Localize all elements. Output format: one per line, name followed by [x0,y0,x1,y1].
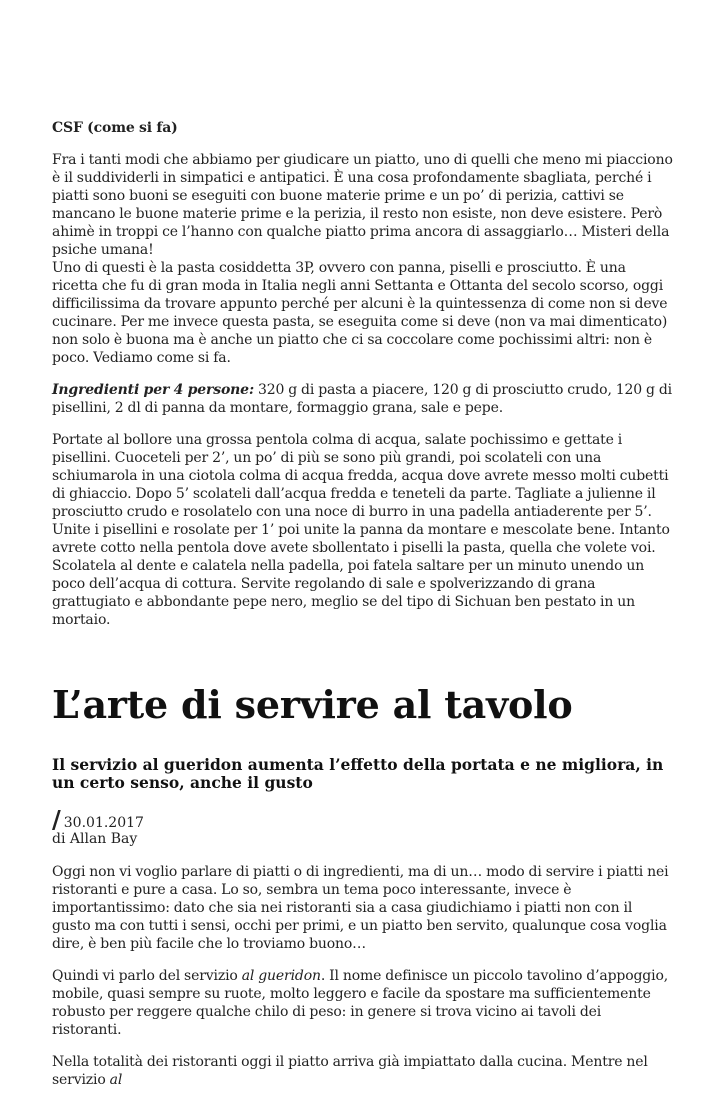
intro-paragraph: Fra i tanti modi che abbiamo per giudicare un piatto, uno di quelli che meno mi piacciono è il suddividerli in simpatici e antipatici. È una cosa profondamente sbagliata, perché i piatti sono buoni se eseguiti con buone materie prime e un po’ di perizia, cattivi se mancano le buone materie prime e la perizia, il resto non esiste, non deve esistere. Però ahimè in troppi ce l’hanno con qualche piatto prima ancora di assaggiarlo… Misteri della psiche umana! [52,152,673,258]
article-subtitle: Il servizio al gueridon aumenta l’effetto della portata e ne migliora, in un certo senso, anche il gusto [52,755,664,792]
article-title: L’arte di servire al tavolo [52,682,573,727]
article-date: 30.01.2017 [63,815,144,831]
article-paragraph-2-text-b: . Il nome definisce un piccolo tavolino d’appoggio, mobile, quasi sempre su ruote, molto leggero e facile da spostare ma sufficientemente robusto per reggere qualche chilo di peso: in genere si trova vicino ai tavoli dei ristoranti. [52,968,669,1038]
gueridon-term: al gueridon [241,968,321,984]
document-page [52,119,674,1103]
article-author: di Allan Bay [52,831,138,847]
ingredients-text: 320 g di pasta a piacere, 120 g di prosciutto crudo, 120 g di pisellini, 2 dl di panna da montare, formaggio grana, sale e pepe. [52,382,672,416]
article-paragraph-2 [52,967,674,1039]
procedure-paragraph: Portate al bollore una grossa pentola colma di acqua, salate pochissimo e gettate i pisellini. Cuoceteli per 2’, un po’ di più se sono più grandi, poi scolateli con una schiumarola in una ciotola colma di acqua fredda, acqua dove avrete messo molti cubetti di ghiaccio. Dopo 5’ scolateli dall’acqua fredda e teneteli da parte. Tagliate a julienne il prosciutto crudo e rosolatelo con una noce di burro in una padella antiaderente per 5’. Unite i pisellini e rosolate per 1’ poi unite la panna da montare e mescolate bene. Intanto avrete cotto nella pentola dove avete sbollentato i piselli la pasta, quella che volete voi. Scolatela al dente e calatela nella padella, poi fatela saltare per un minuto unendo un poco dell’acqua di cottura. Servite regolando di sale e spolverizzando di grana grattugiato e abbondante pepe nero, meglio se del tipo di Sichuan ben pestato in un mortaio. [52,432,670,628]
article-paragraph-3 [52,1053,674,1089]
article-paragraph-2-text-a: Quindi vi parlo del servizio [52,968,242,984]
article-paragraph-1: Oggi non vi voglio parlare di piatti o di ingredienti, ma di un… modo di servire i piatti nei ristoranti e pure a casa. Lo so, sembra un tema poco interessante, invece è importantissimo: dato che sia nei ristoranti sia a casa giudichiamo i piatti non con il gusto ma con tutti i sensi, occhi per primi, e un piatto ben servito, qualunque cosa voglia dire, è ben più facile che lo troviamo buono… [52,864,669,952]
ingredients-paragraph [52,381,674,417]
ingredients-label: Ingredienti per 4 persone: [52,382,254,398]
article-paragraph-3-text: Nella totalità dei ristoranti oggi il piatto arriva già impiattato dalla cucina. Mentre nel servizio [52,1054,648,1088]
article-meta [52,805,674,847]
section-heading: CSF (come si fa) [52,120,178,136]
article-paragraph-3-italic: al [109,1072,123,1088]
pasta-3p-paragraph: Uno di questi è la pasta cosiddetta 3P, ovvero con panna, piselli e prosciutto. È una ricetta che fu di gran moda in Italia negli anni Settanta e Ottanta del secolo scorso, oggi difficilissima da trovare appunto perché per alcuni è la quintessenza di come non si deve cucinare. Per me invece questa pasta, se eseguita come si deve (non va mai dimenticato) non solo è buona ma è anche un piatto che ci sa coccolare come pochissimi altri: non è poco. Vediamo come si fa. [52,260,668,366]
slash-mark: / [52,805,61,834]
